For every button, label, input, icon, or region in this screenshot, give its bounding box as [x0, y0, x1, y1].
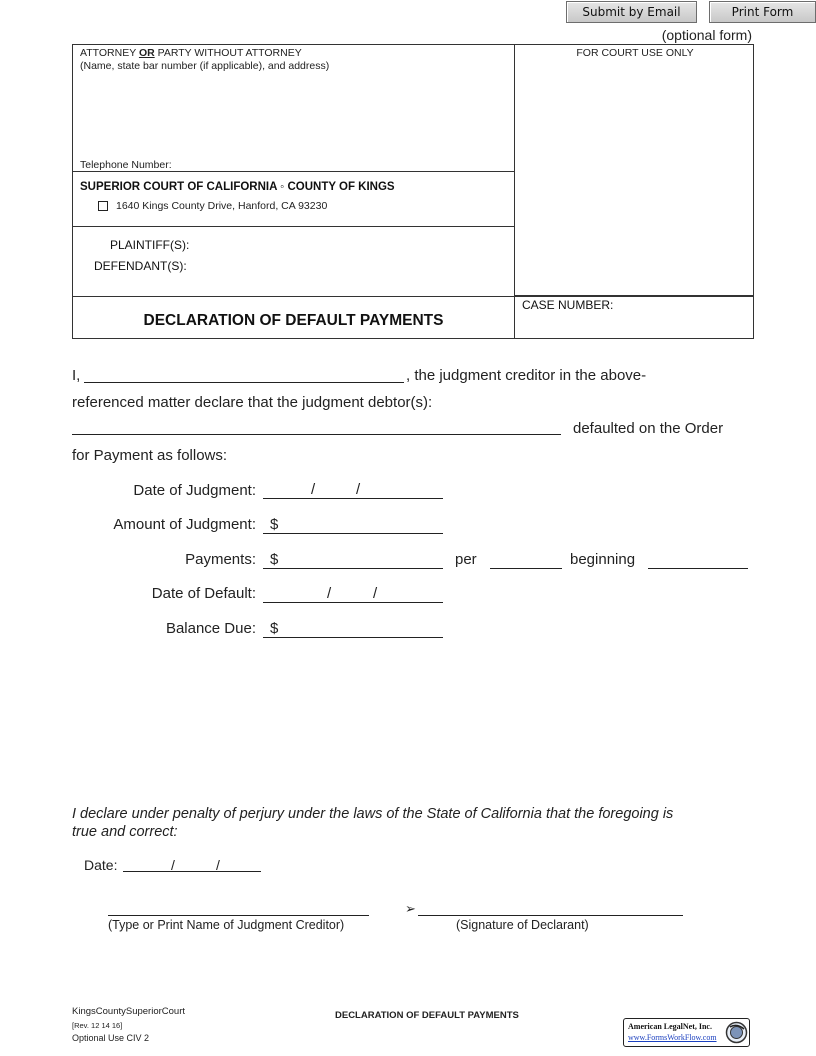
creditor-name-field[interactable]: [84, 382, 404, 383]
body-line4: for Payment as follows:: [72, 447, 228, 464]
body-line3-suffix: defaulted on the Order: [573, 420, 724, 437]
footer-court: KingsCountySuperiorCourt: [72, 1006, 186, 1017]
perjury-statement-line1: I declare under penalty of perjury under the laws of the State of California that the foregoing is: [72, 806, 674, 822]
per-field[interactable]: [490, 568, 562, 569]
declaration-date-slash-1: /: [171, 857, 175, 873]
perjury-statement-line2: true and correct:: [72, 824, 178, 840]
amount-dollar-sign: $: [270, 516, 279, 533]
footer-title: DECLARATION OF DEFAULT PAYMENTS: [335, 1010, 519, 1021]
date-of-judgment-field[interactable]: [263, 498, 443, 499]
signature-caption: (Signature of Declarant): [456, 918, 589, 932]
default-date-slash-2: /: [373, 585, 378, 602]
declaration-date-label: Date:: [84, 857, 118, 873]
signature-field[interactable]: [418, 915, 683, 916]
declaration-date-slash-2: /: [216, 857, 220, 873]
name-caption: (Type or Print Name of Judgment Creditor): [108, 918, 345, 932]
form-title: DECLARATION OF DEFAULT PAYMENTS: [143, 312, 444, 329]
balance-dollar-sign: $: [270, 620, 279, 637]
print-form-button[interactable]: Print Form: [709, 1, 816, 23]
signature-arrow-icon: ➢: [405, 901, 416, 916]
telephone-label: Telephone Number:: [80, 159, 172, 171]
date-of-judgment-label: Date of Judgment:: [133, 482, 256, 499]
judgment-date-slash-2: /: [356, 481, 361, 498]
body-line1-suffix: , the judgment creditor in the above-: [406, 367, 647, 384]
parties-box: [72, 226, 515, 297]
body-i-prefix: I,: [72, 367, 81, 384]
court-address: 1640 Kings County Drive, Hanford, CA 93230: [116, 200, 328, 212]
court-address-checkbox[interactable]: [98, 201, 108, 211]
judgment-date-slash-1: /: [311, 481, 316, 498]
case-number-label: CASE NUMBER:: [522, 298, 614, 312]
default-date-slash-1: /: [327, 585, 332, 602]
brand-line2: www.FormsWorkFlow.com: [628, 1033, 717, 1042]
plaintiff-label: PLAINTIFF(S):: [110, 238, 190, 252]
beginning-field[interactable]: [648, 568, 748, 569]
submit-by-email-button[interactable]: Submit by Email: [566, 1, 697, 23]
balance-due-label: Balance Due:: [165, 620, 256, 637]
footer-use: Optional Use CIV 2: [72, 1033, 150, 1043]
title-box: [72, 296, 515, 339]
amount-of-judgment-field[interactable]: [263, 533, 443, 534]
court-use-label: FOR COURT USE ONLY: [576, 47, 694, 59]
defendant-label: DEFENDANT(S):: [94, 259, 187, 273]
beginning-label: beginning: [570, 551, 636, 568]
court-name: SUPERIOR COURT OF CALIFORNIA ◦ COUNTY OF KINGS: [80, 181, 395, 193]
brand-logo: [623, 1018, 750, 1047]
brand-line1: American LegalNet, Inc.: [628, 1022, 712, 1031]
debtor-name-field[interactable]: [72, 434, 561, 435]
date-of-default-field[interactable]: [263, 602, 443, 603]
amount-of-judgment-label: Amount of Judgment:: [113, 516, 256, 533]
attorney-label: ATTORNEY OR PARTY WITHOUT ATTORNEY: [80, 47, 302, 59]
date-of-default-label: Date of Default:: [151, 585, 256, 602]
case-number-box[interactable]: [514, 296, 754, 339]
per-label: per: [455, 551, 477, 568]
body-line2: referenced matter declare that the judgment debtor(s):: [72, 394, 433, 411]
balance-due-field[interactable]: [263, 637, 443, 638]
declaration-date-field[interactable]: [123, 871, 261, 872]
attorney-sublabel: (Name, state bar number (if applicable), and address): [80, 60, 330, 72]
payments-dollar-sign: $: [270, 551, 279, 568]
payments-field[interactable]: [263, 568, 443, 569]
payments-label: Payments:: [185, 551, 256, 568]
creditor-print-name-field[interactable]: [108, 915, 369, 916]
court-box: [72, 171, 515, 227]
brand-globe-icon: [725, 1021, 748, 1044]
optional-form-note: (optional form): [661, 27, 752, 43]
attorney-box[interactable]: [72, 44, 515, 172]
court-use-box: [514, 44, 754, 296]
footer-rev: [Rev. 12 14 16]: [72, 1021, 123, 1030]
